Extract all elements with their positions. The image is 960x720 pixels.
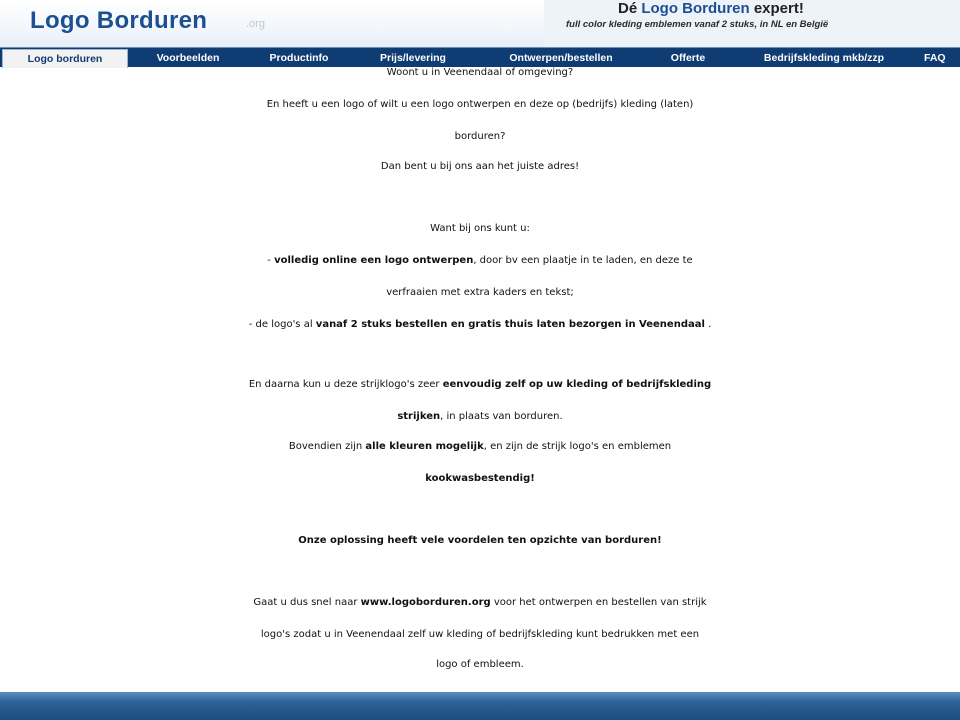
text-span: , en zijn de strijk logo's en emblemen xyxy=(483,441,672,452)
text-line-1: Woont u in Veenendaal of omgeving? xyxy=(386,67,574,78)
text-line-3: borduren? xyxy=(454,131,506,142)
text-span: Bovendien zijn xyxy=(288,441,366,452)
tab-ontwerpen-bestellen[interactable]: Ontwerpen/bestellen xyxy=(509,52,613,64)
text-span: , in plaats van borduren. xyxy=(440,411,563,422)
text-line-11 xyxy=(0,441,960,452)
main-navigation xyxy=(0,47,960,67)
website-link[interactable]: www.logoborduren.org xyxy=(360,597,491,608)
bold-text: vanaf 2 stuks bestellen en gratis thuis laten bezorgen in Veenendaal xyxy=(315,319,705,330)
bold-text: eenvoudig zelf op uw kleding of bedrijfskleding xyxy=(442,379,712,390)
tab-logo-borduren[interactable]: Logo borduren xyxy=(2,49,128,68)
text-span: voor het ontwerpen en bestellen van strijk xyxy=(490,597,707,608)
tagline-brand: Logo Borduren xyxy=(641,0,750,17)
tagline-subtitle: full color kleding emblemen vanaf 2 stuks, in NL en België xyxy=(566,19,829,30)
tab-faq[interactable]: FAQ xyxy=(924,52,946,64)
text-span: Gaat u dus snel naar xyxy=(253,597,361,608)
text-line-14 xyxy=(0,597,960,608)
tagline-prefix: Dé xyxy=(618,0,642,17)
tab-voorbeelden[interactable]: Voorbeelden xyxy=(156,52,220,64)
tab-bedrijfskleding[interactable]: Bedrijfskleding mkb/zzp xyxy=(763,52,885,64)
text-line-12: kookwasbestendig! xyxy=(425,473,535,484)
text-line-4: Dan bent u bij ons aan het juiste adres! xyxy=(380,161,580,172)
site-header xyxy=(0,0,960,47)
site-logo-suffix: .org xyxy=(246,18,265,30)
tab-prijs-levering[interactable]: Prijs/levering xyxy=(380,52,446,64)
text-line-6 xyxy=(0,255,960,266)
text-span: . xyxy=(704,319,712,330)
text-span: En daarna kun u deze strijklogo's zeer xyxy=(248,379,443,390)
bold-text: volledig online een logo ontwerpen xyxy=(274,255,474,266)
text-line-7: verfraaien met extra kaders en tekst; xyxy=(386,287,574,298)
main-content xyxy=(0,66,960,692)
text-line-13: Onze oplossing heeft vele voordelen ten opzichte van borduren! xyxy=(298,535,662,546)
site-logo[interactable]: Logo Borduren xyxy=(30,7,208,34)
text-span: , door bv een plaatje in te laden, en deze te xyxy=(473,255,693,266)
text-line-15: logo's zodat u in Veenendaal zelf uw kleding of bedrijfskleding kunt bedrukken met een xyxy=(260,629,700,640)
tagline-title xyxy=(618,0,804,17)
text-span: - de logo's al xyxy=(248,319,316,330)
footer-bar xyxy=(0,692,960,720)
tab-productinfo[interactable]: Productinfo xyxy=(269,52,329,64)
text-line-10 xyxy=(0,411,960,422)
bold-text: strijken xyxy=(397,411,441,422)
tab-offerte[interactable]: Offerte xyxy=(670,52,706,64)
text-line-8 xyxy=(0,319,960,330)
text-line-5: Want bij ons kunt u: xyxy=(430,223,530,234)
bold-text: alle kleuren mogelijk xyxy=(365,441,484,452)
text-line-2: En heeft u een logo of wilt u een logo ontwerpen en deze op (bedrijfs) kleding (laten) xyxy=(266,99,694,110)
text-line-9 xyxy=(0,379,960,390)
tagline-suffix: expert! xyxy=(749,0,804,17)
text-line-16: logo of embleem. xyxy=(436,659,524,670)
tagline-box xyxy=(544,0,960,47)
text-span: - xyxy=(267,255,275,266)
